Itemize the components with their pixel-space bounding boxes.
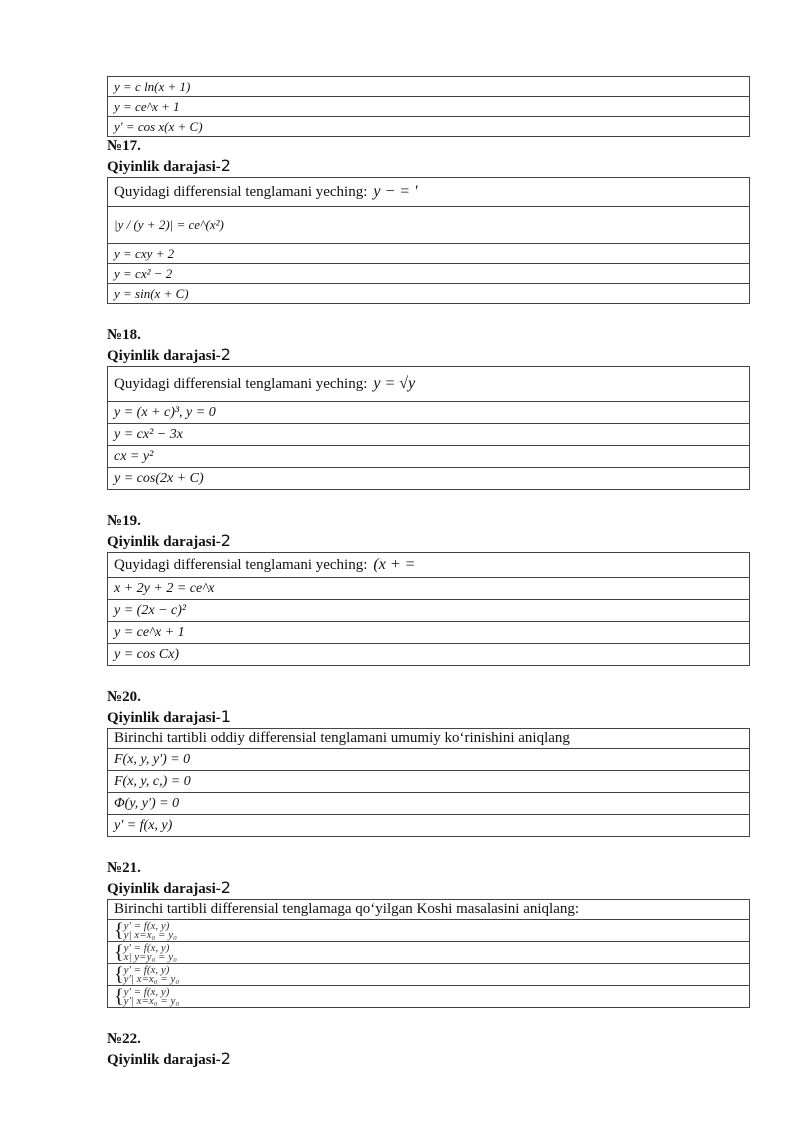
document-page — [107, 76, 750, 1070]
q19-level-label: Qiyinlik darajasi- — [107, 534, 221, 550]
q18-table — [107, 366, 750, 490]
q21-table — [107, 899, 750, 1008]
q17-option-4[interactable]: y = sin(x + C) — [108, 284, 750, 304]
q19-level — [107, 531, 750, 552]
q19-number: №19. — [107, 513, 141, 529]
q20-number: №20. — [107, 689, 141, 705]
q21-level-value: 2 — [220, 878, 231, 897]
brace-icon: { — [114, 985, 124, 1008]
brace-icon: { — [114, 919, 124, 942]
brace-icon: { — [114, 941, 124, 964]
q21-level-label: Qiyinlik darajasi- — [107, 881, 221, 897]
q16-option-3[interactable]: y' = cos x(x + C) — [108, 117, 750, 137]
q20-level — [107, 707, 750, 728]
q20-option-1[interactable]: F(x, y, y') = 0 — [108, 749, 750, 771]
q22-number: №22. — [107, 1031, 141, 1047]
q19-option-1[interactable]: x + 2y + 2 = ce^x — [108, 578, 750, 600]
q17-number: №17. — [107, 138, 141, 154]
q18-option-2[interactable]: y = cx² − 3x — [108, 424, 750, 446]
q20-table — [107, 728, 750, 837]
q21-option-3-line1: y' = f(x, y) — [123, 964, 170, 977]
q20-option-2[interactable]: F(x, y, c,) = 0 — [108, 771, 750, 793]
q20-level-label: Qiyinlik darajasi- — [107, 710, 221, 726]
q18-level-label: Qiyinlik darajasi- — [107, 348, 221, 364]
q18-number: №18. — [107, 327, 141, 343]
q19-prompt: Quyidagi differensial tenglamani yeching: — [114, 557, 368, 573]
q16-option-2[interactable]: y = ce^x + 1 — [108, 97, 750, 117]
q20-prompt: Birinchi tartibli oddiy differensial tenglamani umumiy koʻrinishini aniqlang — [108, 729, 750, 749]
q19-level-value: 2 — [220, 531, 231, 550]
q22-level-label: Qiyinlik darajasi- — [107, 1052, 221, 1068]
q21-option-2-line2: x| y=y₀ = y₀ — [123, 951, 177, 964]
q19-equation: (x + = — [373, 556, 416, 573]
q20-level-value: 1 — [220, 707, 231, 726]
q19-option-2[interactable]: y = (2x − c)² — [108, 600, 750, 622]
q18-option-4[interactable]: y = cos(2x + C) — [108, 468, 750, 490]
q19-table — [107, 552, 750, 666]
q16-option-1[interactable]: y = c ln(x + 1) — [108, 77, 750, 97]
q17-prompt: Quyidagi differensial tenglamani yeching: — [114, 184, 368, 200]
q18-equation: y = √y — [373, 375, 416, 392]
q17-level — [107, 156, 750, 177]
q21-option-1-line1: y' = f(x, y) — [123, 920, 170, 933]
q17-option-2[interactable]: y = cxy + 2 — [108, 244, 750, 264]
q18-prompt-cell — [108, 367, 750, 402]
q19-prompt-cell — [108, 553, 750, 578]
brace-icon: { — [114, 963, 124, 986]
q18-level-value: 2 — [220, 345, 231, 364]
q21-option-3-line2: y'| x=x₀ = y₀ — [123, 973, 180, 986]
q19-option-4[interactable]: y = cos Cx) — [108, 644, 750, 666]
q18-level — [107, 345, 750, 366]
q18-option-1[interactable]: y = (x + c)³, y = 0 — [108, 402, 750, 424]
q17-table — [107, 177, 750, 304]
q21-option-3[interactable] — [108, 964, 750, 986]
q22-level-value: 2 — [220, 1049, 231, 1068]
q18-prompt: Quyidagi differensial tenglamani yeching: — [114, 376, 368, 392]
q21-option-1[interactable] — [108, 920, 750, 942]
q17-option-3[interactable]: y = cx² − 2 — [108, 264, 750, 284]
q17-equation: y − = ′ — [373, 183, 418, 200]
q17-level-value: 2 — [220, 156, 231, 175]
q17-option-1[interactable]: |y / (y + 2)| = ce^(x²) — [108, 207, 750, 244]
q17-level-label: Qiyinlik darajasi- — [107, 159, 221, 175]
q18-option-3[interactable]: cx = y² — [108, 446, 750, 468]
q17-prompt-cell — [108, 178, 750, 207]
q20-option-4[interactable]: y' = f(x, y) — [108, 815, 750, 837]
q16-options-table — [107, 76, 750, 137]
q22-level — [107, 1049, 750, 1070]
q20-option-3[interactable]: Φ(y, y') = 0 — [108, 793, 750, 815]
q21-option-1-line2: y| x=x₀ = y₀ — [123, 929, 177, 942]
q21-option-4-line1: y' = f(x, y) — [123, 986, 170, 999]
q21-prompt: Birinchi tartibli differensial tenglamaga qoʻyilgan Koshi masalasini aniqlang: — [108, 900, 750, 920]
q21-option-2[interactable] — [108, 942, 750, 964]
q19-option-3[interactable]: y = ce^x + 1 — [108, 622, 750, 644]
q21-number: №21. — [107, 860, 141, 876]
q21-option-4-line2: y'| x=x₀ = y₀ — [123, 995, 180, 1008]
q21-option-2-line1: y' = f(x, y) — [123, 942, 170, 955]
q21-option-4[interactable] — [108, 986, 750, 1008]
q21-level — [107, 878, 750, 899]
